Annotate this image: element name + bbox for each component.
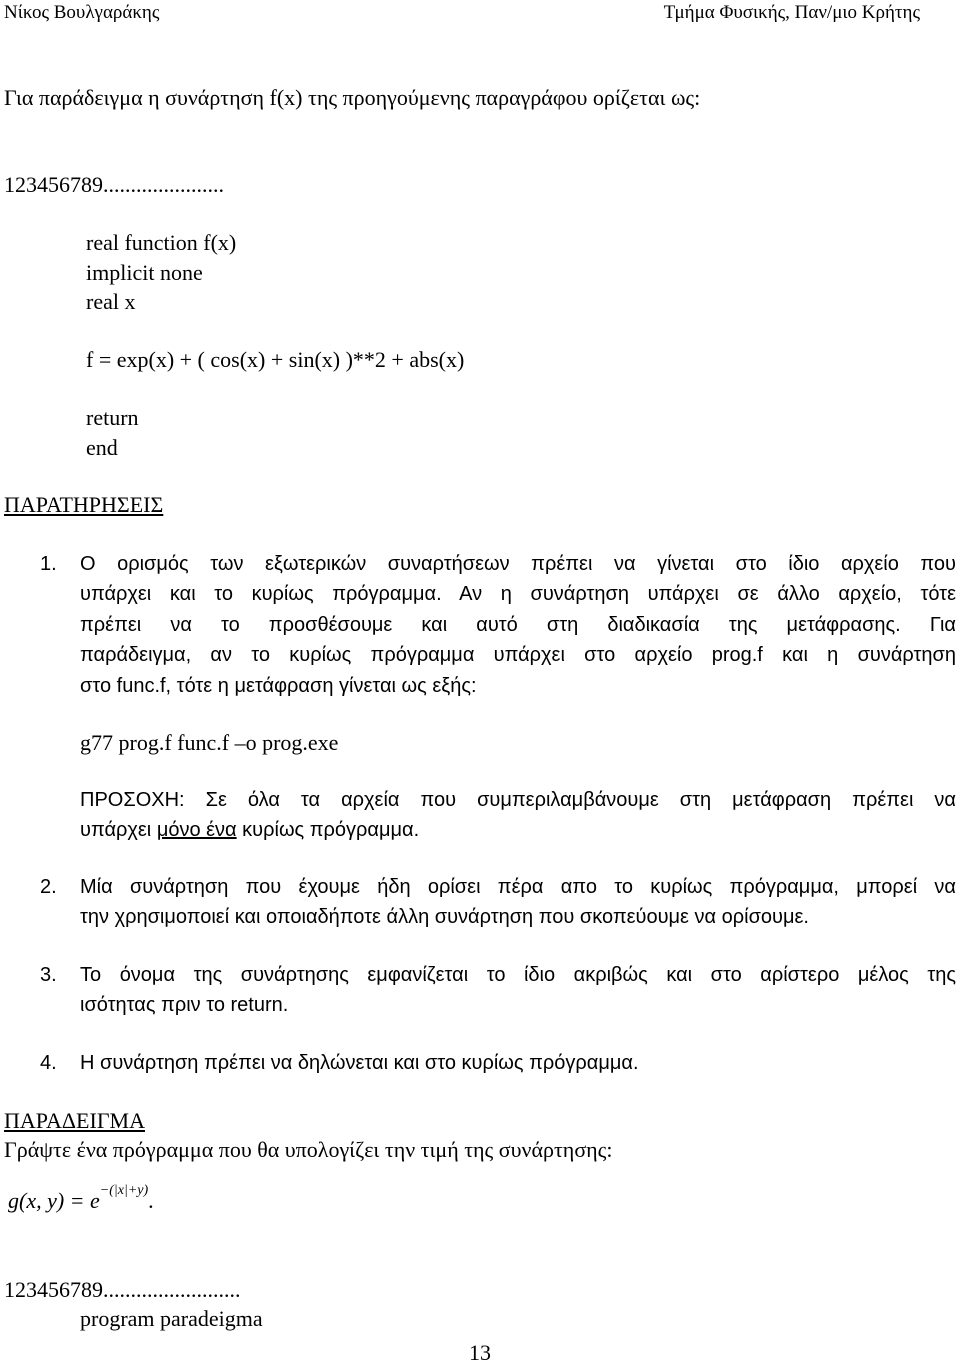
note-line: Μία συνάρτηση που έχουμε ήδη ορίσει πέρα απο το κυρίως πρόγραμμα, μπορεί να (80, 876, 956, 898)
example-title: ΠΑΡΑΔΕΙΓΜΑ (4, 1108, 145, 1133)
note-line: πρέπει να το προσθέσουμε και αυτό στη διαδικασία της μετάφρασης. Για (80, 614, 956, 636)
note-line: την χρησιμοποιεί και οποιαδήποτε άλλη συνάρτηση που σκοπεύουμε να ορίσουμε. (80, 906, 809, 928)
note-line: στο func.f, τότε η μετάφραση γίνεται ως εξής: (80, 675, 477, 697)
column-ruler: 123456789...................... (4, 172, 224, 197)
example-text: Γράψτε ένα πρόγραμμα που θα υπολογίζει την τιμή της συνάρτησης: (4, 1137, 613, 1162)
note-number: 4. (40, 1052, 57, 1074)
note-line: Ο ορισμός των εξωτερικών συναρτήσεων πρέπει να γίνεται στο ίδιο αρχείο που (80, 553, 956, 575)
intro-text: Για παράδειγμα η συνάρτηση f(x) της προηγούμενης παραγράφου ορίζεται ως: (4, 85, 701, 110)
notes-title: ΠΑΡΑΤΗΡΗΣΕΙΣ (4, 492, 164, 517)
code-line: real x (86, 289, 136, 314)
warning-line: υπάρχει μόνο ένα κυρίως πρόγραμμα. (80, 819, 420, 841)
note-number: 2. (40, 876, 57, 898)
compile-command: g77 prog.f func.f –o prog.exe (80, 730, 339, 755)
code-line: program paradeigma (80, 1306, 263, 1331)
code-line: implicit none (86, 260, 203, 285)
header-author: Νίκος Βουλγαράκης (4, 2, 160, 23)
header-department: Τμήμα Φυσικής, Παν/μιο Κρήτης (663, 2, 920, 23)
code-line: real function f(x) (86, 230, 237, 255)
code-line: f = exp(x) + ( cos(x) + sin(x) )**2 + abs(x) (86, 347, 465, 372)
note-line: Η συνάρτηση πρέπει να δηλώνεται και στο κυρίως πρόγραμμα. (80, 1052, 639, 1074)
note-line: ισότητας πριν το return. (80, 994, 289, 1016)
note-number: 3. (40, 964, 57, 986)
note-number: 1. (40, 553, 57, 575)
page-number: 13 (469, 1340, 491, 1365)
warning-line: ΠΡΟΣΟΧΗ: Σε όλα τα αρχεία που συμπεριλαμβάνουμε στη μετάφραση πρέπει να (80, 789, 956, 811)
note-line: Το όνομα της συνάρτησης εμφανίζεται το ίδιο ακριβώς και στο αρίστερο μέλος της (80, 964, 956, 986)
code-line: return (86, 405, 139, 430)
note-line: υπάρχει και το κυρίως πρόγραμμα. Αν η συνάρτηση υπάρχει σε άλλο αρχείο, τότε (80, 583, 956, 605)
code-line: end (86, 435, 118, 460)
formula: g(x, $y) = e^{-(|x|+y)}$. (8, 1182, 154, 1213)
emphasis-text: μόνο ένα (156, 819, 237, 841)
column-ruler: 123456789......................... (4, 1277, 241, 1302)
note-line: παράδειγμα, αν το κυρίως πρόγραμμα υπάρχει στο αρχείο prog.f και η συνάρτηση (80, 644, 956, 666)
